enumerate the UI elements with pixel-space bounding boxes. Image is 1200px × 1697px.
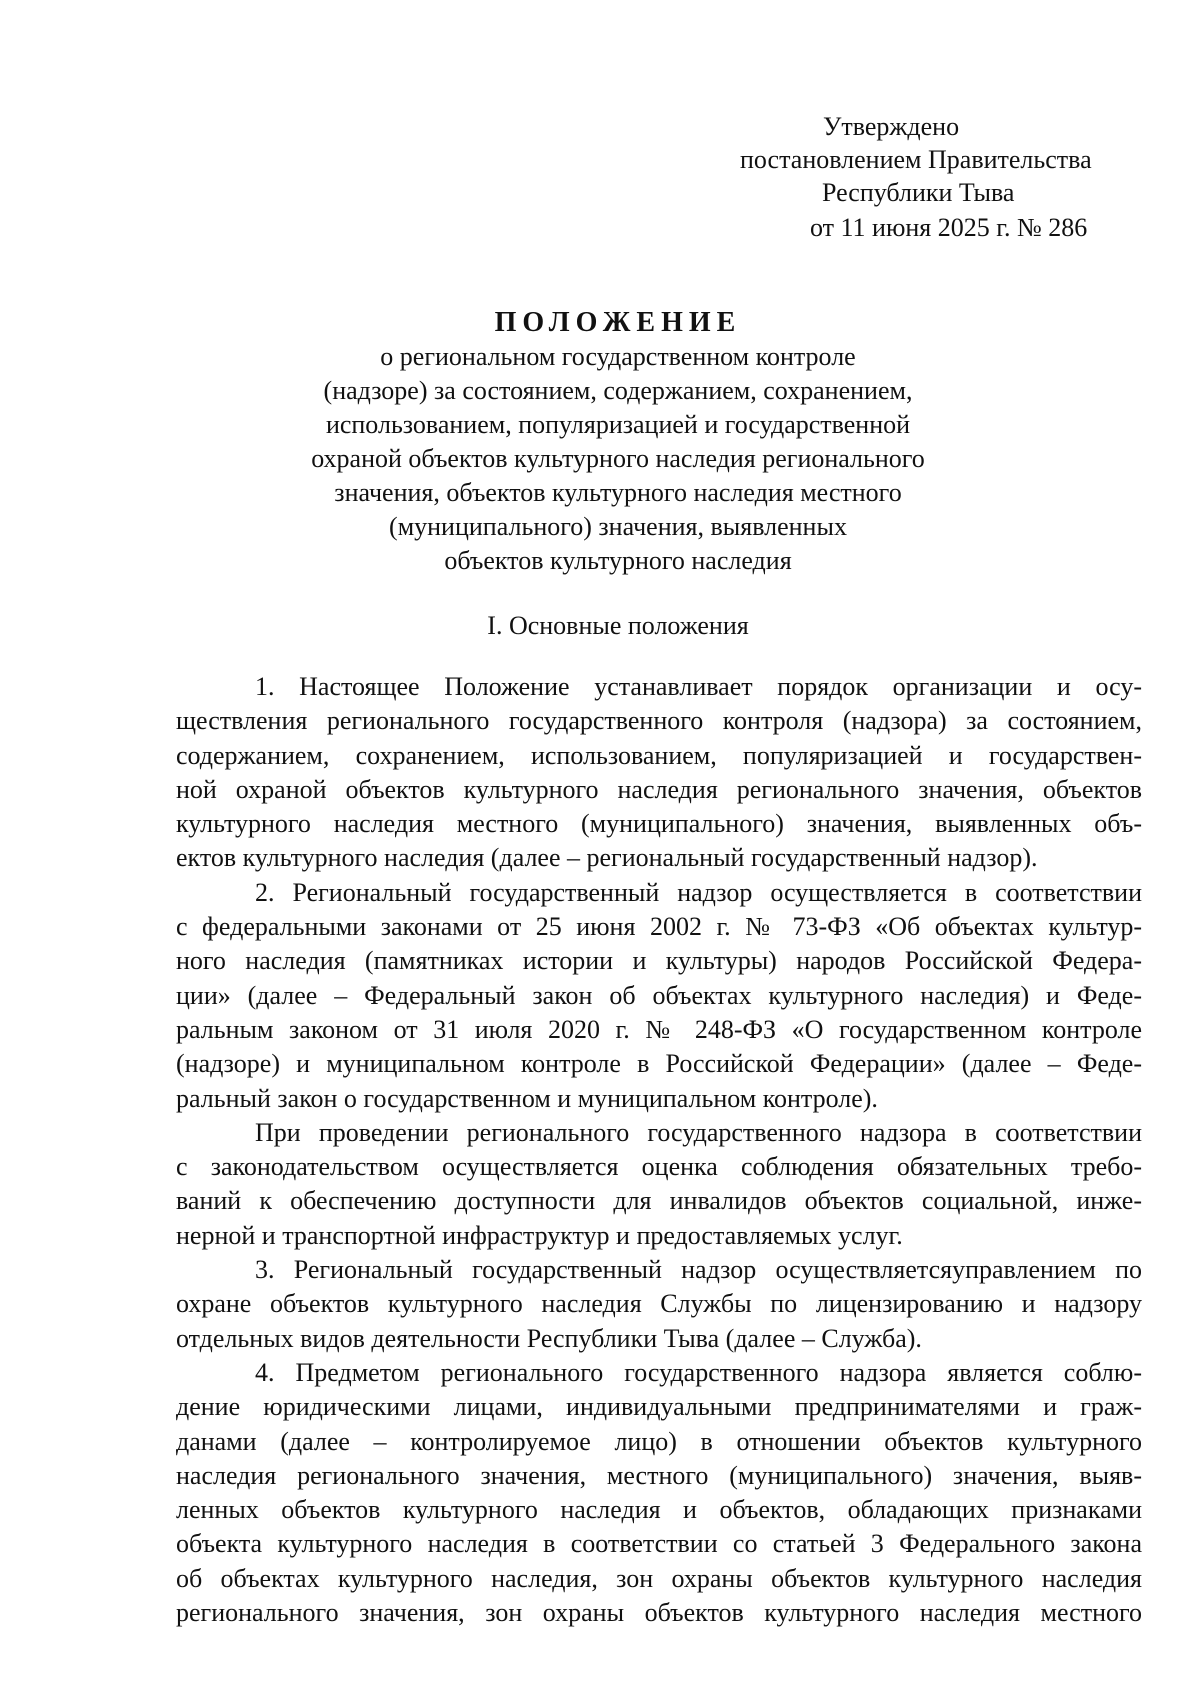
approval-stamp (700, 110, 1140, 244)
paragraph-line: данами (далее – контролируемое лицо) в отношении объектов культурного (176, 1426, 1142, 1456)
paragraph-line: дение юридическими лицами, индивидуальными предпринимателями и граж- (176, 1392, 1142, 1422)
subtitle-line: (муниципального) значения, выявленных (389, 512, 847, 541)
paragraph-line: 3. Региональный государственный надзор осуществляетсяуправлением по (255, 1255, 1142, 1285)
section-heading: I. Основные положения (487, 611, 749, 640)
paragraph-line: объекта культурного наследия в соответствии со статьей 3 Федерального закона (176, 1529, 1142, 1559)
paragraph-1 (176, 670, 1142, 876)
document-title: ПОЛОЖЕНИЕ (494, 307, 742, 338)
subtitle-line: значения, объектов культурного наследия местного (334, 478, 902, 507)
paragraph-line: 4. Предметом регионального государственного надзора является соблю- (255, 1357, 1142, 1387)
paragraph-line: ленных объектов культурного наследия и объектов, обладающих признаками (176, 1495, 1142, 1525)
paragraph-line: ной охраной объектов культурного наследия регионального значения, объектов (176, 774, 1142, 804)
paragraph-line: регионального значения, зон охраны объектов культурного наследия местного (176, 1598, 1142, 1628)
approval-line: постановлением Правительства (740, 145, 1092, 174)
subtitle-line: использованием, популяризацией и государственной (325, 410, 911, 439)
paragraph-line: ральным законом от 31 июля 2020 г. № 248-ФЗ «О государственном контроле (176, 1014, 1142, 1044)
paragraph-line: ции» (далее – Федеральный закон об объектах культурного наследия) и Феде- (176, 980, 1142, 1010)
paragraph-line: ваний к обеспечению доступности для инвалидов объектов социальной, инже- (176, 1186, 1142, 1216)
subtitle-line: охраной объектов культурного наследия регионального (311, 444, 925, 473)
approval-line: Утверждено (823, 112, 960, 141)
paragraph-line: отдельных видов деятельности Республики Тыва (далее – Служба). (176, 1323, 922, 1353)
paragraph-line: об объектах культурного наследия, зон охраны объектов культурного наследия (176, 1563, 1142, 1593)
paragraph-line: ектов культурного наследия (далее – региональный государственный надзор). (176, 843, 1038, 873)
paragraph-line: 1. Настоящее Положение устанавливает порядок организации и осу- (255, 672, 1142, 701)
document-subtitle (0, 340, 1200, 578)
paragraph-3 (176, 1253, 1142, 1356)
subtitle-line: о региональном государственном контроле (380, 342, 856, 371)
subtitle-line: (надзоре) за состоянием, содержанием, сохранением, (323, 376, 913, 405)
approval-line: Республики Тыва (822, 178, 1015, 207)
subtitle-line: объектов культурного наследия (444, 546, 792, 575)
paragraph-line: (надзоре) и муниципальном контроле в Российской Федерации» (далее – Феде- (176, 1049, 1142, 1079)
paragraph-line: культурного наследия местного (муниципального) значения, выявленных объ- (176, 809, 1142, 839)
paragraph-2-continued (176, 1116, 1142, 1253)
paragraph-line: содержанием, сохранением, использованием, популяризацией и государствен- (176, 740, 1142, 770)
paragraph-4 (176, 1356, 1142, 1630)
paragraph-line: нерной и транспортной инфраструктур и предоставляемых услуг. (176, 1220, 903, 1250)
paragraph-line: с законодательством осуществляется оценка соблюдения обязательных требо- (176, 1152, 1142, 1182)
approval-date-line: от 11 июня 2025 г. № 286 (810, 213, 1088, 242)
paragraph-line: с федеральными законами от 25 июня 2002 г. № 73-ФЗ «Об объектах культур- (176, 912, 1142, 942)
paragraph-line: 2. Региональный государственный надзор осуществляется в соответствии (255, 877, 1142, 907)
paragraph-line: ральный закон о государственном и муниципальном контроле). (176, 1083, 878, 1113)
paragraph-line: охране объектов культурного наследия Службы по лицензированию и надзору (176, 1289, 1142, 1319)
body-text (176, 670, 1142, 1630)
paragraph-line: ного наследия (памятниках истории и культуры) народов Российской Федера- (176, 946, 1142, 976)
paragraph-line: При проведении регионального государственного надзора в соответствии (255, 1117, 1142, 1147)
paragraph-line: ществления регионального государственного контроля (надзора) за состоянием, (176, 706, 1142, 736)
paragraph-line: наследия регионального значения, местного (муниципального) значения, выяв- (176, 1460, 1142, 1490)
paragraph-2 (176, 876, 1142, 1116)
